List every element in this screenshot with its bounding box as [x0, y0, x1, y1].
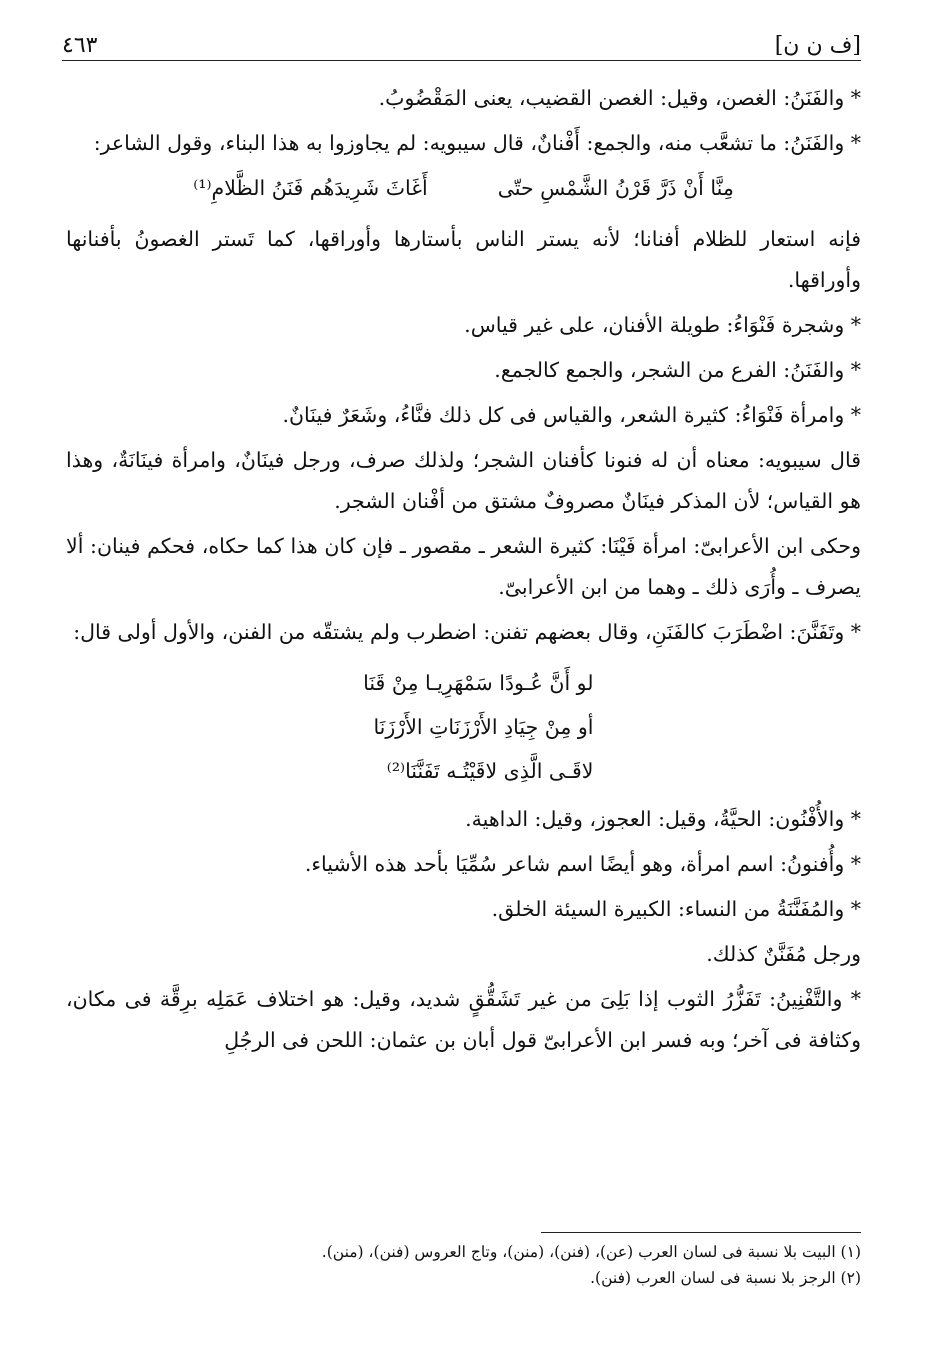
- paragraph: * وشجرة فَنْوَاءُ: طويلة الأفنان، على غير قياس.: [464, 313, 861, 337]
- paragraph: * وامرأة فَنْوَاءُ: كثيرة الشعر، والقياس فى كل ذلك فنَّاءُ، وشَعَرٌ فينَانٌ.: [282, 403, 861, 427]
- paragraph: قال سيبويه: معناه أن له فنونا كأفنان الشجر؛ ولذلك صرف، ورجل فينَانٌ، وامرأة فينَانَةٌ، وهذا هو القياس؛ لأن المذكر فينَانٌ مصروفٌ مشتق من أفْنان الشجر.: [66, 448, 861, 513]
- rajaz-line: لو أَنَّ عُـودًا سَمْهَرِيـا مِنْ قَنَا: [363, 671, 594, 695]
- paragraph: ورجل مُفَنَّنٌ كذلك.: [706, 942, 861, 966]
- paragraph: وحكى ابن الأعرابىّ: امرأة فَيْنَا: كثيرة الشعر ـ مقصور ـ فإن كان هذا كما حكاه، فحكم فينان: ألا يصرف ـ وأُرَى ذلك ـ وهما من ابن الأعرابىّ.: [66, 534, 861, 599]
- footnotes: [66, 1232, 861, 1291]
- root-heading: [ف ن ن]: [774, 33, 861, 58]
- page-number: ٤٦٣: [62, 33, 98, 58]
- rajaz-poem: [66, 661, 861, 793]
- paragraph: * وأُفنونُ: اسم امرأة، وهو أيضًا اسم شاعر سُمِّيَا بأحد هذه الأشياء.: [304, 852, 861, 876]
- rajaz-line: أو مِنْ جِيَادِ الأَرْزَنَاتِ الأَرْزَنَا: [373, 715, 594, 739]
- paragraph: فإنه استعار للظلام أفنانا؛ لأنه يستر الناس بأستارها وأوراقها، كما تَستر الغصونُ بأفنانها وأوراقها.: [66, 227, 861, 292]
- poem-verse: [66, 168, 861, 209]
- paragraph: * وتَفَنَّنَ: اضْطَرَبَ كالفَنَنِ، وقال بعضهم تفنن: اضطرب ولم يشتقّه من الفنن، والأول أولى قال:: [73, 620, 861, 644]
- rajaz-line: لاقَـى الَّذِى لاقَيْتُـه تَفَنَّنَا⁽²⁾: [386, 759, 594, 783]
- paragraph: * والأُفْنُون: الحيَّةُ، وقيل: العجوز، وقيل: الداهية.: [465, 807, 861, 831]
- paragraph: * والفَنَنُ: الغصن، وقيل: الغصن القضيب، يعنى المَقْضُوبُ.: [378, 86, 861, 110]
- verse-hemistich-first: مِنَّا أَنْ ذَرَّ قَرْنُ الشَّمْسِ حتّى: [497, 176, 734, 200]
- page-header: [62, 28, 861, 61]
- paragraph: * والفَنَنُ: ما تشعَّب منه، والجمع: أَفْنانٌ، قال سيبويه: لم يجاوزوا به هذا البناء، وقول الشاعر:: [93, 131, 861, 155]
- entry-body: [66, 78, 861, 1065]
- footnote-divider: [541, 1232, 861, 1233]
- paragraph: * والمُفَنَّنَةُ من النساء: الكبيرة السيئة الخلق.: [491, 897, 861, 921]
- paragraph: * والفَنَنُ: الفرع من الشجر، والجمع كالجمع.: [494, 358, 861, 382]
- footnote-2: (٢) الرجز بلا نسبة فى لسان العرب (فنن).: [590, 1269, 861, 1287]
- footnote-1: (١) البيت بلا نسبة فى لسان العرب (عن)، (فنن)، (منن)، وتاج العروس (فنن)، (منن).: [321, 1243, 861, 1261]
- verse-hemistich-second: أَغَاثَ شَرِيدَهُم فَنَنُ الظَّلامِ⁽¹⁾: [193, 176, 428, 200]
- paragraph: * والتَّفْنِينُ: تَفَزُّرُ الثوب إذا بَلِىَ من غير تَشَقُّقٍ شديد، وقيل: هو اختلاف عَمَلِه برِقَّة فى مكان، وكثافة فى آخر؛ وبه فسر ابن الأعرابىّ قول أبان بن عثمان: اللحن فى الرجُلِ: [66, 987, 861, 1052]
